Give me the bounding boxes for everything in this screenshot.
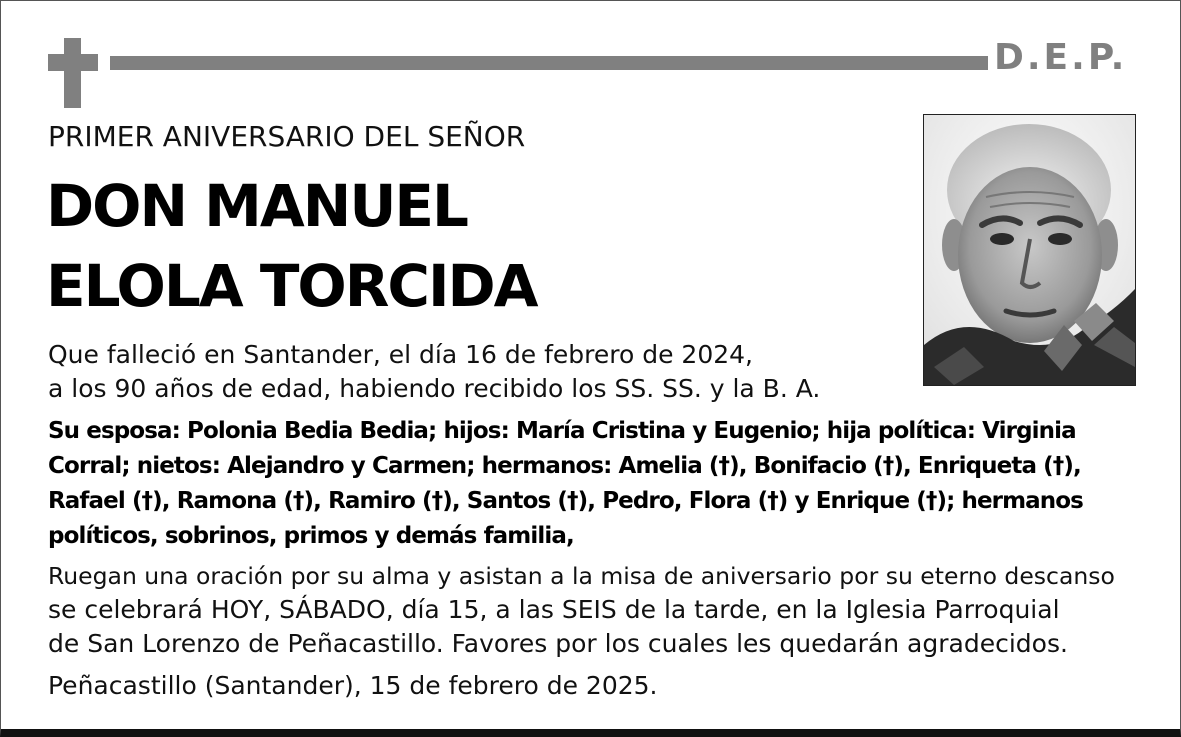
portrait-illustration [924, 115, 1135, 385]
request-line2: se celebrará HOY, SÁBADO, día 15, a las SEIS de la tarde, en la Iglesia Parroquial [48, 595, 1060, 624]
request-line3: de San Lorenzo de Peñacastillo. Favores por los cuales les quedarán agradecidos. [48, 629, 1068, 658]
deceased-name-line1: DON MANUEL [46, 172, 468, 240]
family-line1: Su esposa: Polonia Bedia Bedia; hijos: María Cristina y Eugenio; hija política: Virginia [48, 418, 1076, 444]
anniversary-subtitle: PRIMER ANIVERSARIO DEL SEÑOR [48, 120, 526, 153]
intro-line2: a los 90 años de edad, habiendo recibido los SS. SS. y la B. A. [48, 374, 821, 403]
family-line2: Corral; nietos: Alejandro y Carmen; hermanos: Amelia (†), Bonifacio (†), Enriqueta (†), [48, 453, 1081, 479]
dep-label: D.E.P. [994, 37, 1128, 78]
closing-place-date: Peñacastillo (Santander), 15 de febrero de 2025. [48, 671, 658, 700]
header-rule [110, 56, 988, 70]
request-line1: Ruegan una oración por su alma y asistan a la misa de aniversario por su eterno descanso [48, 562, 1115, 590]
portrait-photo [923, 114, 1136, 386]
family-line3: Rafael (†), Ramona (†), Ramiro (†), Santos (†), Pedro, Flora (†) y Enrique (†); hermanos [48, 488, 1083, 514]
intro-line1: Que falleció en Santander, el día 16 de febrero de 2024, [48, 340, 753, 369]
family-line4: políticos, sobrinos, primos y demás familia, [48, 523, 574, 549]
deceased-name-line2: ELOLA TORCIDA [46, 252, 537, 320]
cross-icon-bar [48, 54, 98, 71]
cross-icon [64, 38, 81, 108]
